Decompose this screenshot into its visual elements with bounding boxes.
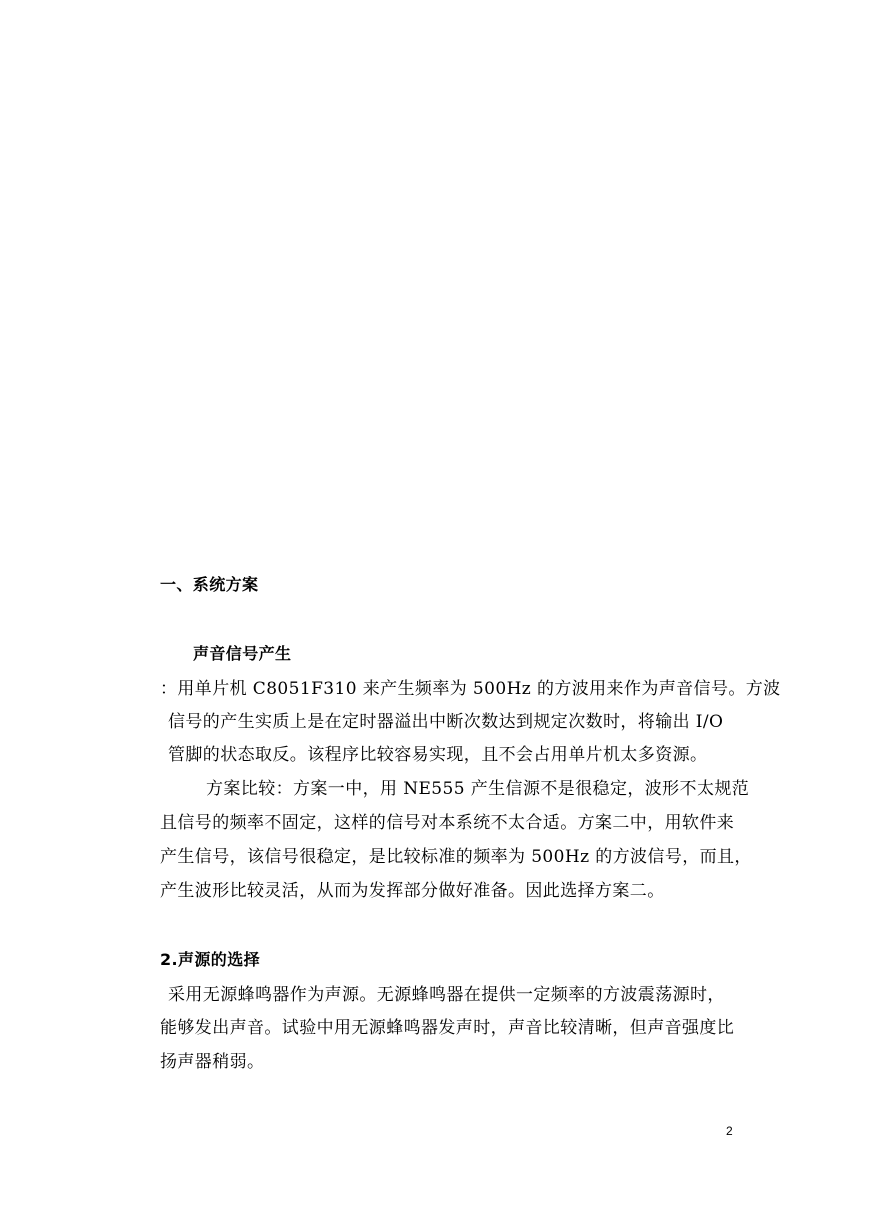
section-heading-system-scheme: 一、系统方案: [160, 575, 259, 594]
paragraph-line: 采用无源蜂鸣器作为声源。无源蜂鸣器在提供一定频率的方波震荡源时，: [168, 985, 725, 1005]
paragraph-line: 且信号的频率不固定，这样的信号对本系统不太合适。方案二中，用软件来: [160, 813, 735, 833]
paragraph-line: 扬声器稍弱。: [160, 1052, 265, 1072]
paragraph-line: 管脚的状态取反。该程序比较容易实现，且不会占用单片机太多资源。: [168, 745, 708, 765]
paragraph-line: 产生信号，该信号很稳定，是比较标准的频率为 500Hz 的方波信号，而且，: [160, 847, 752, 867]
paragraph-line: 信号的产生实质上是在定时器溢出中断次数达到规定次数时，将输出 I/O: [168, 712, 724, 732]
subheading-sound-signal: 声音信号产生: [193, 644, 292, 663]
paragraph-line: 产生波形比较灵活，从而为发挥部分做好准备。因此选择方案二。: [160, 881, 665, 901]
paragraph-line: 方案比较：方案一中，用 NE555 产生信源不是很稳定，波形不太规范: [206, 779, 750, 799]
page-number: 2: [726, 1124, 733, 1138]
section-heading-sound-source: 2.声源的选择: [160, 950, 261, 969]
paragraph-line: 能够发出声音。试验中用无源蜂鸣器发声时，声音比较清晰，但声音强度比: [160, 1018, 735, 1038]
paragraph-line: ：用单片机 C8051F310 来产生频率为 500Hz 的方波用来作为声音信号。方波: [160, 679, 781, 699]
